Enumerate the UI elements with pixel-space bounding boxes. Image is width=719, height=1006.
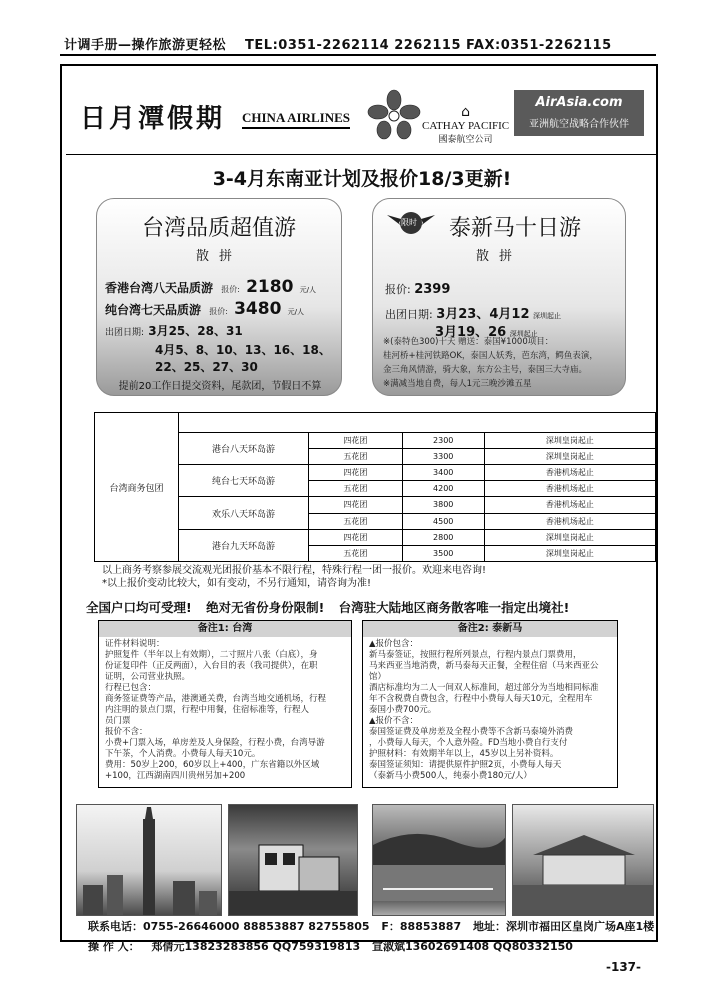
tsm-dates-2: 3月19、26 深圳起止 [435, 325, 538, 340]
taipei-101-photo [76, 804, 222, 916]
table-notes: 以上商务考察参展交流观光团报价基本不限行程，特殊行程一团一报价。欢迎来电咨询! *以上报价变动比较大，如有变动，不另行通知，请咨询为准! [102, 565, 487, 589]
main-title: 3-4月东南亚计划及报价18/3更新! [212, 168, 512, 190]
cathay-wing-icon: ⌂ [461, 104, 470, 120]
airasia-logo: AirAsia.com 亚洲航空战略合作伙伴 [514, 90, 644, 136]
top-header [64, 34, 654, 53]
china-airlines-logo: CHINA AIRLINES [242, 110, 350, 129]
header-divider [66, 154, 658, 155]
tsm-notes: ※(泰特色300)十天 赠送：泰国¥1000项目： 桂河桥+桂河铁路OK，泰国人妖秀，芭东湾，鳄鱼表演， 金三角风情游，骑大象，东方公主号，泰国三大寺庙。 ※满减当地自费，每人1元三晚沙滩五星 [383, 337, 598, 389]
price-row: 纯台湾七天品质游 报价: 3480 元/人 [105, 299, 304, 319]
manual-title: 计调手册—操作旅游更轻松 [64, 38, 227, 53]
table-row: 五花团 4500 香港机场起止 [95, 513, 656, 529]
limited-badge-text: 限时 [401, 218, 417, 227]
notes-taiwan-title: 备注1: 台湾 [99, 621, 351, 637]
table-row: 五花团 4200 香港机场起止 [95, 481, 656, 497]
page-number: -137- [606, 960, 642, 974]
tsm-price: 报价: 2399 [385, 282, 451, 297]
table-row: 欢乐八天环岛游 四花团 3800 香港机场起止 [95, 497, 656, 513]
taiwan-tour-card [96, 198, 342, 396]
tsm-dates-1: 出团日期: 3月23、4月12 深圳起止 [385, 307, 561, 322]
taiwan-departure-dates: 出团日期: 3月25、28、31 4月5、8、10、13、16、18、 22、25、27、30 [105, 324, 331, 374]
content-area [66, 84, 658, 953]
notes-taiwan-body: 证件材料说明： 护照复件（半年以上有效期），二寸照片八张（白底），身 份证复印件（正反两面），入台目的表（我司提供），在职 证明，公司营业执照。 行程已包含： 商务签证费等产品，港澳通关费，台湾当地交通机场，行程 内注明的景点门票，行程中用餐，住宿标准等，行程人 员门票 报价不含： 小费+门票入场，单房差及人身保险，行程小费，台湾导游 下午茶，个人消费。小费每人每天10元。 费用：50岁上200，60岁以上+400，广东省籍以外区域 +100，江西湖南四川贵州另加+200 [105, 639, 327, 781]
top-rule [60, 54, 656, 56]
tel-fax: TEL:0351-2262114 2262115 FAX:0351-2262115 [245, 38, 612, 53]
plum-blossom-icon [366, 88, 422, 144]
table-row: 五花团 3500 深圳皇岗起止 [95, 545, 656, 561]
cathay-pacific-logo: ⌂ CATHAY PACIFIC 國泰航空公司 [422, 104, 510, 145]
contact-line-2: 操 作 人： 郑倩元13823283856 QQ759319813 宣淑斌13602691408 QQ80332150 [88, 940, 573, 953]
price-row: 香港台湾八天品质游 报价: 2180 元/人 [105, 277, 316, 297]
notes-taiwan [98, 620, 352, 788]
taiwan-card-note: 提前20工作日提交资料，尾款团，节假日不算 [118, 381, 322, 392]
notes-tsm-title: 备注2: 泰新马 [363, 621, 617, 637]
tsm-card-title: 泰新马十日游 [448, 216, 581, 241]
taiwan-card-title: 台湾品质超值游 [141, 216, 296, 241]
slogan-banner: 全国户口均可受理! 绝对无省份身份限制! 台湾驻大陆地区商务散客唯一指定出境社! [86, 600, 570, 615]
brand-title: 日月潭假期 [80, 104, 226, 134]
alishan-train-photo [228, 804, 358, 916]
contact-line-1: 联系电话：0755-26646000 88853887 82755805 F：88853887 地址：深圳市福田区皇岗广场A座1楼 [88, 920, 655, 933]
table-row: 五花团 3300 深圳皇岗起止 [95, 449, 656, 465]
sun-moon-lake-photo [372, 804, 506, 916]
table-row: 纯台七天环岛游 四花团 3400 香港机场起止 [95, 465, 656, 481]
taiwan-card-subtitle: 散拼 [195, 249, 242, 264]
table-row [95, 413, 656, 433]
group-label-cell: 台湾商务包团 [95, 413, 179, 562]
notes-tsm [362, 620, 618, 788]
table-row: 港台九天环岛游 四花团 2800 深圳皇岗起止 [95, 529, 656, 545]
palace-museum-photo [512, 804, 654, 916]
tsm-tour-card [372, 198, 626, 396]
notes-tsm-body: ▲报价包含： 新马泰签证，按照行程所列景点，行程内景点门票费用， 马来西亚当地消费，新马泰每天正餐，全程住宿（马来西亚公馆） 酒店标准均为二人一间双人标准间，超过部分为当地相同标准 年不含税费自费包含，行程中小费每人每天10元，全程用车 泰国小费700元。 ▲报价不含： 泰国签证费及单房差及全程小费等不含新马泰境外消费 ，小费每人每天，个人意外险。FD当地小费自行支付 护照材料：有效期半年以上，45岁以上另补资料。 泰国签证须知：请提供原件护照2页，小费每人每天 （泰新马小费500人，纯泰小费180元/人） [369, 639, 599, 781]
table-row: 港台八天环岛游 四花团 2300 深圳皇岗起止 [95, 432, 656, 448]
tsm-card-subtitle: 散拼 [475, 249, 522, 264]
business-tour-price-table [94, 412, 656, 562]
